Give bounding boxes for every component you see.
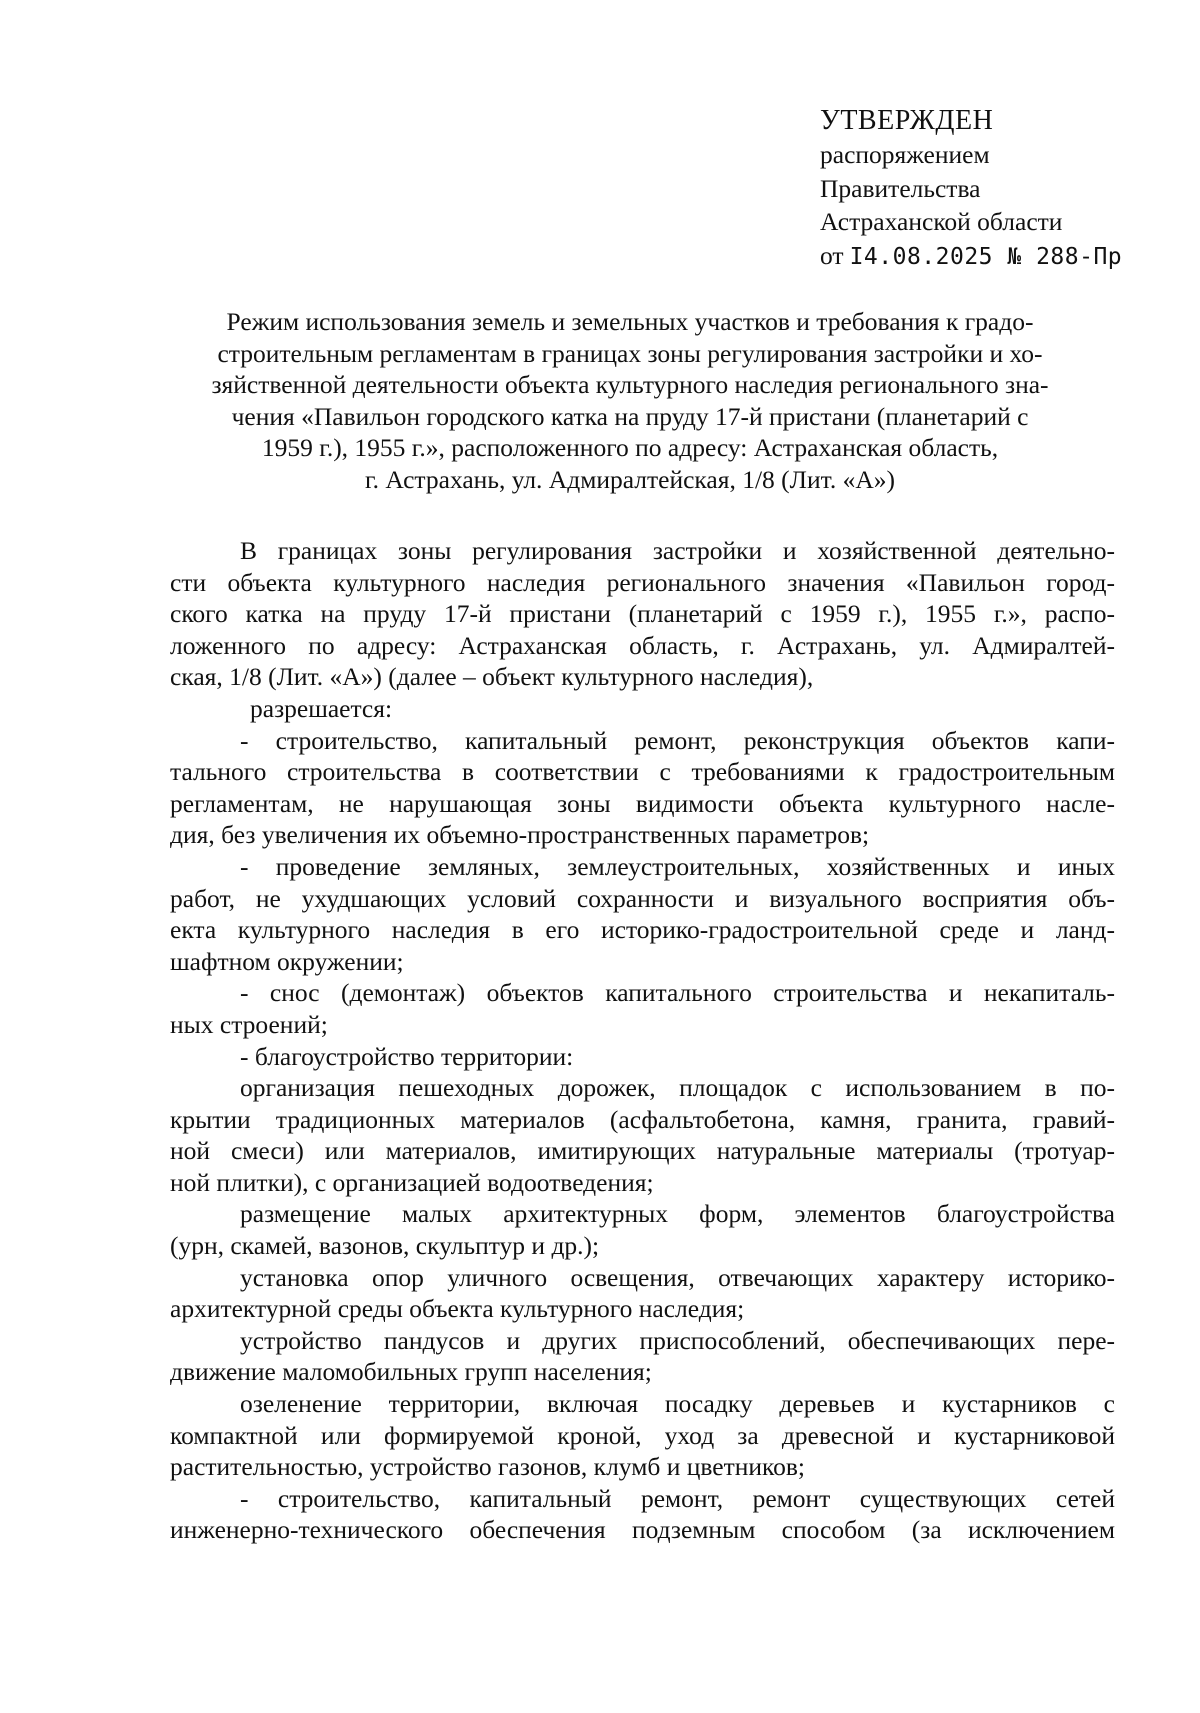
body-line: - строительство, капитальный ремонт, ремонт существующих сетей: [240, 1483, 1115, 1513]
title-line: чения «Павильон городского катка на пруду 17-й пристани (планетарий с: [231, 401, 1029, 431]
date-prefix: от: [820, 240, 844, 270]
document-title: [150, 306, 1110, 495]
body-line: установка опор уличного освещения, отвечающих характеру историко-: [240, 1262, 1115, 1292]
body-line: ных строений;: [170, 1009, 328, 1039]
body-line: размещение малых архитектурных форм, элементов благоустройства: [240, 1199, 1115, 1229]
body-line: сти объекта культурного наследия регионального значения «Павильон город-: [170, 567, 1115, 597]
body-line: В границах зоны регулирования застройки и хозяйственной деятельно-: [240, 536, 1115, 565]
approval-line: Астраханской области: [820, 207, 1063, 236]
body-line: архитектурной среды объекта культурного наследия;: [170, 1294, 745, 1324]
document-body: [170, 535, 1115, 1546]
body-line: растительностью, устройство газонов, клумб и цветников;: [170, 1452, 805, 1482]
body-line: тального строительства в соответствии с требованиями к градостроительным: [170, 757, 1115, 787]
body-line: организация пешеходных дорожек, площадок с использованием в по-: [240, 1073, 1115, 1103]
approval-line: распоряжением: [820, 140, 990, 169]
title-line: 1959 г.), 1955 г.», расположенного по адресу: Астраханская область,: [261, 433, 999, 462]
body-line: ского катка на пруду 17-й пристани (планетарий с 1959 г.), 1955 г.», распо-: [170, 599, 1115, 629]
body-line: устройство пандусов и других приспособлений, обеспечивающих пере-: [240, 1325, 1115, 1355]
body-line: - проведение земляных, землеустроительных, хозяйственных и иных: [240, 851, 1115, 881]
title-line: строительным регламентам в границах зоны регулирования застройки и хо-: [217, 338, 1043, 368]
body-line: инженерно-технического обеспечения подземным способом (за исключением: [170, 1515, 1115, 1545]
body-line: ская, 1/8 (Лит. «А») (далее – объект культурного наследия),: [170, 662, 814, 692]
body-line: ной плитки), с организацией водоотведения;: [170, 1167, 654, 1197]
title-line: Режим использования земель и земельных участков и требования к градо-: [226, 307, 1034, 336]
approval-date-line: [820, 239, 1122, 275]
body-line: - строительство, капитальный ремонт, реконструкция объектов капи-: [240, 725, 1115, 755]
body-line: (урн, скамей, вазонов, скульптур и др.);: [170, 1231, 600, 1261]
approval-title: УТВЕРЖДЕН: [820, 105, 994, 136]
body-line: разрешается:: [250, 693, 393, 723]
body-line: - снос (демонтаж) объектов капитального строительства и некапиталь-: [240, 978, 1115, 1008]
title-line: г. Астрахань, ул. Адмиралтейская, 1/8 (Лит. «А»): [364, 464, 895, 494]
approval-line: Правительства: [820, 173, 981, 203]
title-line: зяйственной деятельности объекта культурного наследия регионального зна-: [211, 370, 1049, 399]
body-line: крытии традиционных материалов (асфальтобетона, камня, гранита, гравий-: [170, 1104, 1115, 1134]
body-line: работ, не ухудшающих условий сохранности и визуального восприятия объ-: [170, 883, 1115, 913]
body-line: - благоустройство территории:: [240, 1041, 574, 1071]
body-line: регламентам, не нарушающая зоны видимости объекта культурного насле-: [170, 788, 1115, 818]
body-line: ложенного по адресу: Астраханская область, г. Астрахань, ул. Адмиралтей-: [170, 630, 1115, 660]
body-line: озеленение территории, включая посадку деревьев и кустарников с: [240, 1389, 1115, 1419]
approval-stamp: [820, 103, 1122, 274]
body-line: ной смеси) или материалов, имитирующих натуральные материалы (тротуар-: [170, 1136, 1115, 1166]
body-line: дия, без увеличения их объемно-пространственных параметров;: [170, 820, 870, 850]
body-line: движение маломобильных групп населения;: [170, 1357, 652, 1387]
body-line: компактной или формируемой кроной, уход за древесной и кустарниковой: [170, 1420, 1115, 1450]
body-line: екта культурного наследия в его историко-градостроительной среде и ланд-: [170, 915, 1115, 945]
date-value: I4.08.2025 № 288-Пр: [849, 243, 1123, 270]
body-line: шафтном окружении;: [170, 946, 404, 976]
